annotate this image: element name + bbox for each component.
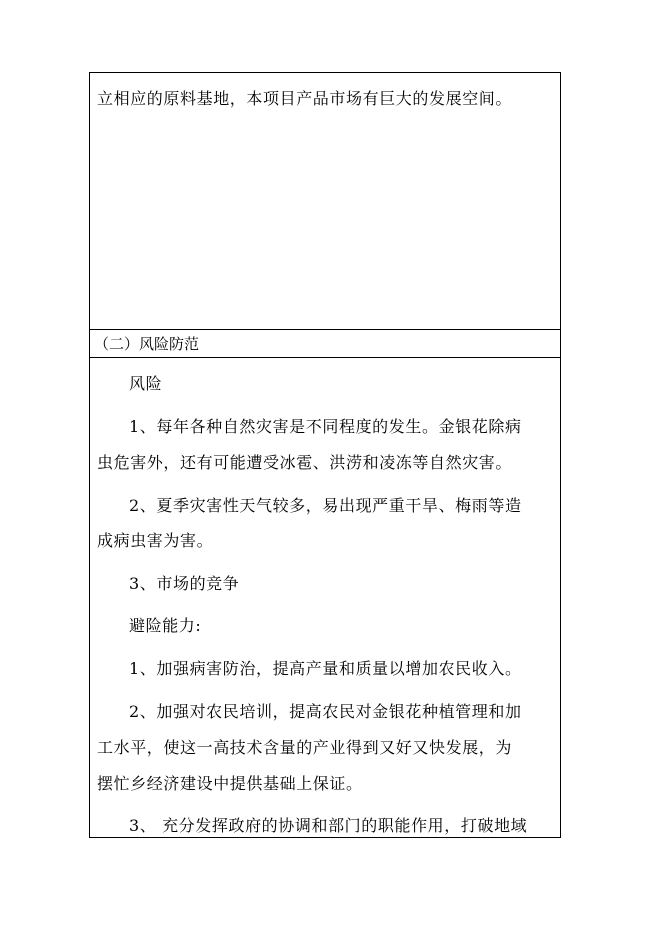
- section-header-cell: [90, 330, 560, 358]
- avoid-item-2-line-1: 2、加强对农民培训，提高农民对金银花种植管理和加: [129, 702, 522, 721]
- section-header: （二）风险防范: [94, 335, 200, 353]
- avoid-item-2-line-2: 工水平，使这一高技术含量的产业得到又好又快发展，为: [97, 738, 513, 757]
- avoid-item-3-line-1: 3、 充分发挥政府的协调和部门的职能作用，打破地域: [129, 816, 528, 835]
- table-cell-body: [90, 358, 560, 837]
- risk-item-3: 3、市场的竞争: [129, 574, 240, 593]
- risk-item-1-line-1: 1、每年各种自然灾害是不同程度的发生。金银花除病: [129, 417, 522, 436]
- content-table: [89, 72, 561, 838]
- risk-item-2-line-1: 2、夏季灾害性天气较多，易出现严重干旱、梅雨等造: [129, 496, 522, 515]
- avoid-item-2-line-3: 摆忙乡经济建设中提供基础上保证。: [97, 774, 363, 793]
- paragraph-line: 立相应的原料基地，本项目产品市场有巨大的发展空间。: [97, 89, 513, 108]
- risk-item-2-line-2: 成病虫害为害。: [97, 531, 214, 550]
- avoid-title: 避险能力:: [129, 616, 202, 635]
- table-cell-top: [90, 73, 560, 330]
- risk-item-1-line-2: 虫危害外，还有可能遭受冰雹、洪涝和凌冻等自然灾害。: [97, 453, 513, 472]
- risk-title: 风险: [129, 374, 163, 393]
- avoid-item-1: 1、加强病害防治，提高产量和质量以增加农民收入。: [129, 659, 522, 678]
